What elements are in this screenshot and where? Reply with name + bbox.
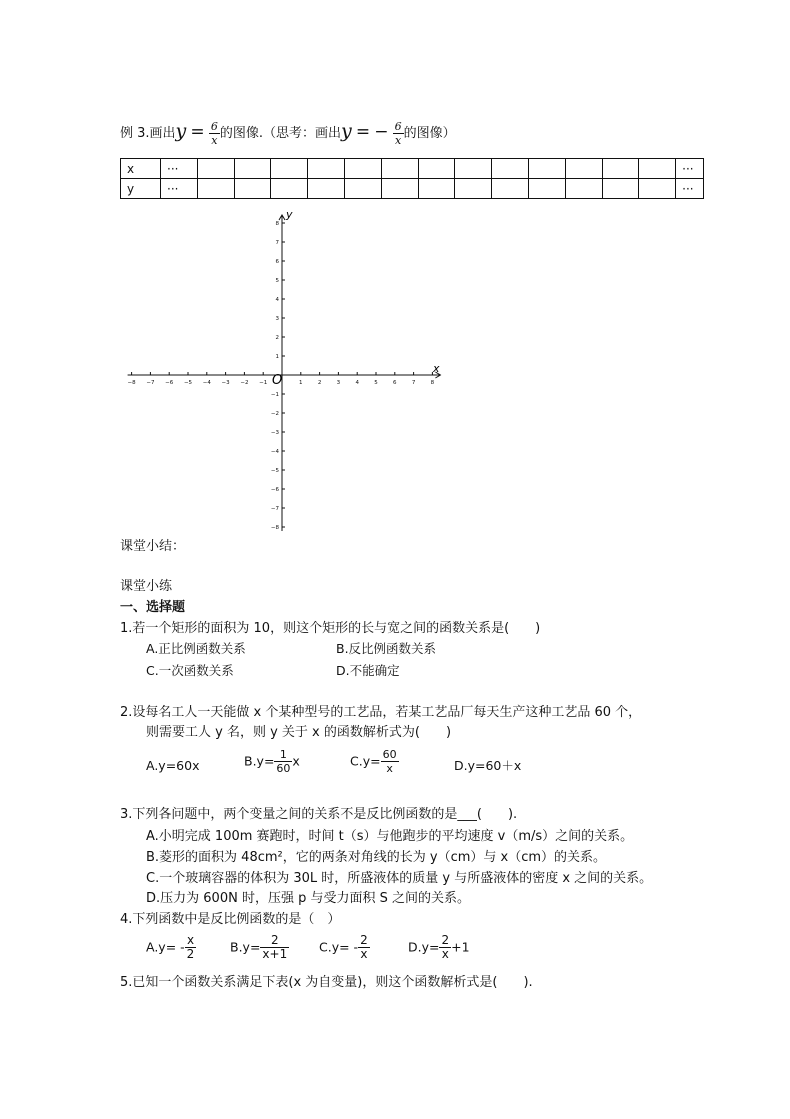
frac-den: 60 — [276, 762, 291, 775]
x-tick-label: 2 — [317, 380, 322, 386]
example-suffix: 的图像） — [403, 126, 456, 141]
math-neg: − — [374, 122, 389, 142]
question-2-line-2: 则需要工人 y 名，则 y 关于 x 的函数解析式为( ) — [146, 725, 452, 740]
table-cell[interactable] — [455, 179, 492, 199]
frac-num: 2 — [360, 933, 368, 947]
table-cell[interactable] — [492, 159, 529, 179]
math-y-2: y — [340, 120, 352, 142]
x-tick-label: 8 — [430, 380, 435, 386]
table-cell[interactable] — [271, 179, 308, 199]
q1-option-a[interactable]: A.正比例函数关系 — [146, 641, 246, 656]
table-cell[interactable] — [381, 179, 418, 199]
question-3: 3.下列各问题中，两个变量之间的关系不是反比例函数的是___( ). — [120, 807, 518, 822]
row-label-x: x — [121, 159, 161, 179]
example-heading — [120, 120, 456, 147]
x-tick-label: −1 — [259, 380, 268, 386]
q4-b-prefix: B.y= — [230, 939, 261, 955]
practice-label: 课堂小练 — [120, 579, 173, 594]
frac-num: 1 — [279, 748, 287, 761]
q2-option-d[interactable]: D.y=60＋x — [454, 758, 522, 773]
table-cell-ellipsis: ··· — [161, 179, 198, 199]
table-cell[interactable] — [602, 179, 639, 199]
question-2-line-1: 2.设每名工人一天能做 x 个某种型号的工艺品，若某工艺品厂每天生产这种工艺品 60 个， — [120, 705, 642, 720]
q3-option-c[interactable]: C.一个玻璃容器的体积为 30L 时，所盛液体的质量 y 与所盛液体的密度 x 之间的关系。 — [146, 871, 653, 886]
fraction-6-over-x-2 — [393, 120, 404, 147]
table-cell[interactable] — [565, 179, 602, 199]
y-tick-label: 4 — [275, 297, 279, 303]
q4-c-fraction — [358, 934, 370, 961]
table-cell[interactable] — [197, 179, 234, 199]
q4-option-a[interactable] — [146, 934, 196, 961]
q2-b-suffix: x — [292, 753, 300, 769]
y-tick-label: 6 — [275, 259, 279, 265]
x-axis-label: x — [433, 362, 440, 375]
table-cell[interactable] — [308, 159, 345, 179]
table-cell[interactable] — [418, 179, 455, 199]
table-cell[interactable] — [492, 179, 529, 199]
frac-den-2: x — [393, 133, 404, 147]
xy-value-table — [120, 158, 704, 199]
q4-b-fraction — [260, 934, 289, 961]
x-tick-label: −8 — [127, 380, 136, 386]
section-title: 一、选择题 — [120, 600, 186, 615]
math-y: y — [175, 120, 187, 142]
q2-c-prefix: C.y= — [350, 753, 381, 769]
coordinate-axes — [118, 205, 458, 535]
frac-num-2: 6 — [394, 120, 402, 133]
q2-option-a[interactable]: A.y=60x — [146, 758, 200, 773]
table-cell[interactable] — [565, 159, 602, 179]
y-tick-label: 3 — [275, 316, 279, 322]
x-tick-label: 4 — [355, 380, 359, 386]
table-cell-ellipsis: ··· — [676, 159, 704, 179]
q2-b-fraction — [274, 748, 292, 775]
y-tick-label: −7 — [270, 506, 279, 512]
table-cell[interactable] — [602, 159, 639, 179]
frac-num: 2 — [441, 933, 450, 947]
x-tick-label: 5 — [374, 380, 378, 386]
table-cell[interactable] — [308, 179, 345, 199]
x-tick-label: −4 — [202, 380, 211, 386]
table-cell-ellipsis: ··· — [676, 179, 704, 199]
q4-option-c[interactable] — [319, 934, 370, 961]
y-tick-label: 8 — [275, 221, 279, 227]
frac-den: x — [209, 133, 220, 147]
frac-num: 2 — [271, 933, 279, 947]
x-tick-label: −3 — [221, 380, 230, 386]
question-4: 4.下列函数中是反比例函数的是（ ） — [120, 912, 341, 927]
math-eq-2: = — [355, 122, 371, 142]
frac-den: 2 — [186, 947, 195, 961]
origin-label: O — [272, 373, 283, 388]
table-cell[interactable] — [639, 159, 676, 179]
q2-c-fraction — [381, 748, 399, 775]
q3-option-b[interactable]: B.菱形的面积为 48cm²，它的两条对角线的长为 y（cm）与 x（cm）的关系。 — [146, 850, 607, 865]
q1-option-b[interactable]: B.反比例函数关系 — [336, 641, 437, 656]
q1-option-c[interactable]: C.一次函数关系 — [146, 663, 234, 678]
q4-a-prefix: A.y= - — [146, 939, 185, 955]
frac-den: x — [358, 947, 370, 961]
summary-label: 课堂小结： — [120, 539, 186, 554]
table-cell[interactable] — [381, 159, 418, 179]
frac-num: x — [186, 933, 195, 947]
q3-option-d[interactable]: D.压力为 600N 时，压强 p 与受力面积 S 之间的关系。 — [146, 891, 470, 906]
x-tick-label: 7 — [411, 380, 416, 386]
y-tick-label: −1 — [270, 392, 279, 398]
frac-den: x+1 — [262, 947, 288, 961]
q4-d-fraction — [439, 934, 451, 961]
y-tick-label: −3 — [270, 430, 279, 436]
q4-c-prefix: C.y= - — [319, 939, 359, 955]
table-cell[interactable] — [418, 159, 455, 179]
y-tick-label: −8 — [270, 525, 279, 531]
table-cell[interactable] — [528, 179, 565, 199]
x-tick-label: 3 — [336, 380, 341, 386]
x-tick-label: −7 — [146, 380, 155, 386]
q1-option-d[interactable]: D.不能确定 — [336, 663, 400, 678]
example-prefix: 例 3.画出 — [120, 126, 176, 141]
q4-option-b[interactable] — [230, 934, 289, 961]
q4-d-prefix: D.y= — [408, 939, 440, 955]
table-cell[interactable] — [234, 159, 271, 179]
question-5: 5.已知一个函数关系满足下表(x 为自变量)，则这个函数解析式是( ). — [120, 975, 533, 990]
q2-option-c[interactable] — [350, 748, 399, 775]
q3-option-a[interactable]: A.小明完成 100m 赛跑时，时间 t（s）与他跑步的平均速度 v（m/s）之间的关系。 — [146, 829, 634, 844]
table-cell[interactable] — [344, 159, 381, 179]
y-tick-label: −4 — [270, 449, 279, 455]
frac-num: 60 — [382, 748, 397, 761]
fraction-6-over-x — [209, 120, 220, 147]
q4-a-fraction — [185, 934, 197, 961]
table-row-x — [121, 159, 704, 179]
x-tick-label: 6 — [393, 380, 397, 386]
q2-option-b[interactable] — [244, 748, 300, 775]
y-tick-label: −6 — [270, 487, 279, 493]
y-tick-label: 1 — [275, 354, 279, 360]
y-tick-label: 7 — [275, 240, 279, 246]
table-cell[interactable] — [528, 159, 565, 179]
table-cell[interactable] — [234, 179, 271, 199]
x-tick-label: −5 — [183, 380, 193, 386]
x-tick-label: −2 — [240, 380, 249, 386]
frac-num: 6 — [210, 120, 218, 133]
example-mid: 的图像.（思考：画出 — [219, 126, 341, 141]
table-cell[interactable] — [455, 159, 492, 179]
table-cell[interactable] — [639, 179, 676, 199]
y-tick-label: 2 — [275, 335, 279, 341]
question-1: 1.若一个矩形的面积为 10，则这个矩形的长与宽之间的函数关系是( ) — [120, 621, 541, 636]
y-tick-label: −5 — [270, 468, 279, 474]
y-tick-label: 5 — [275, 278, 279, 284]
y-axis-label: y — [286, 208, 293, 221]
row-label-y: y — [121, 179, 161, 199]
table-cell[interactable] — [344, 179, 381, 199]
table-cell[interactable] — [197, 159, 234, 179]
x-tick-label: 1 — [299, 380, 303, 386]
table-cell-ellipsis: ··· — [161, 159, 198, 179]
q2-b-prefix: B.y= — [244, 753, 275, 769]
math-eq: = — [190, 122, 205, 142]
q4-option-d[interactable] — [408, 934, 470, 961]
y-tick-label: −2 — [270, 411, 279, 417]
frac-den: x — [381, 761, 399, 775]
table-row-y — [121, 179, 704, 199]
frac-den: x — [439, 947, 451, 961]
table-cell[interactable] — [271, 159, 308, 179]
q4-d-suffix: +1 — [451, 939, 470, 955]
x-tick-label: −6 — [165, 380, 174, 386]
